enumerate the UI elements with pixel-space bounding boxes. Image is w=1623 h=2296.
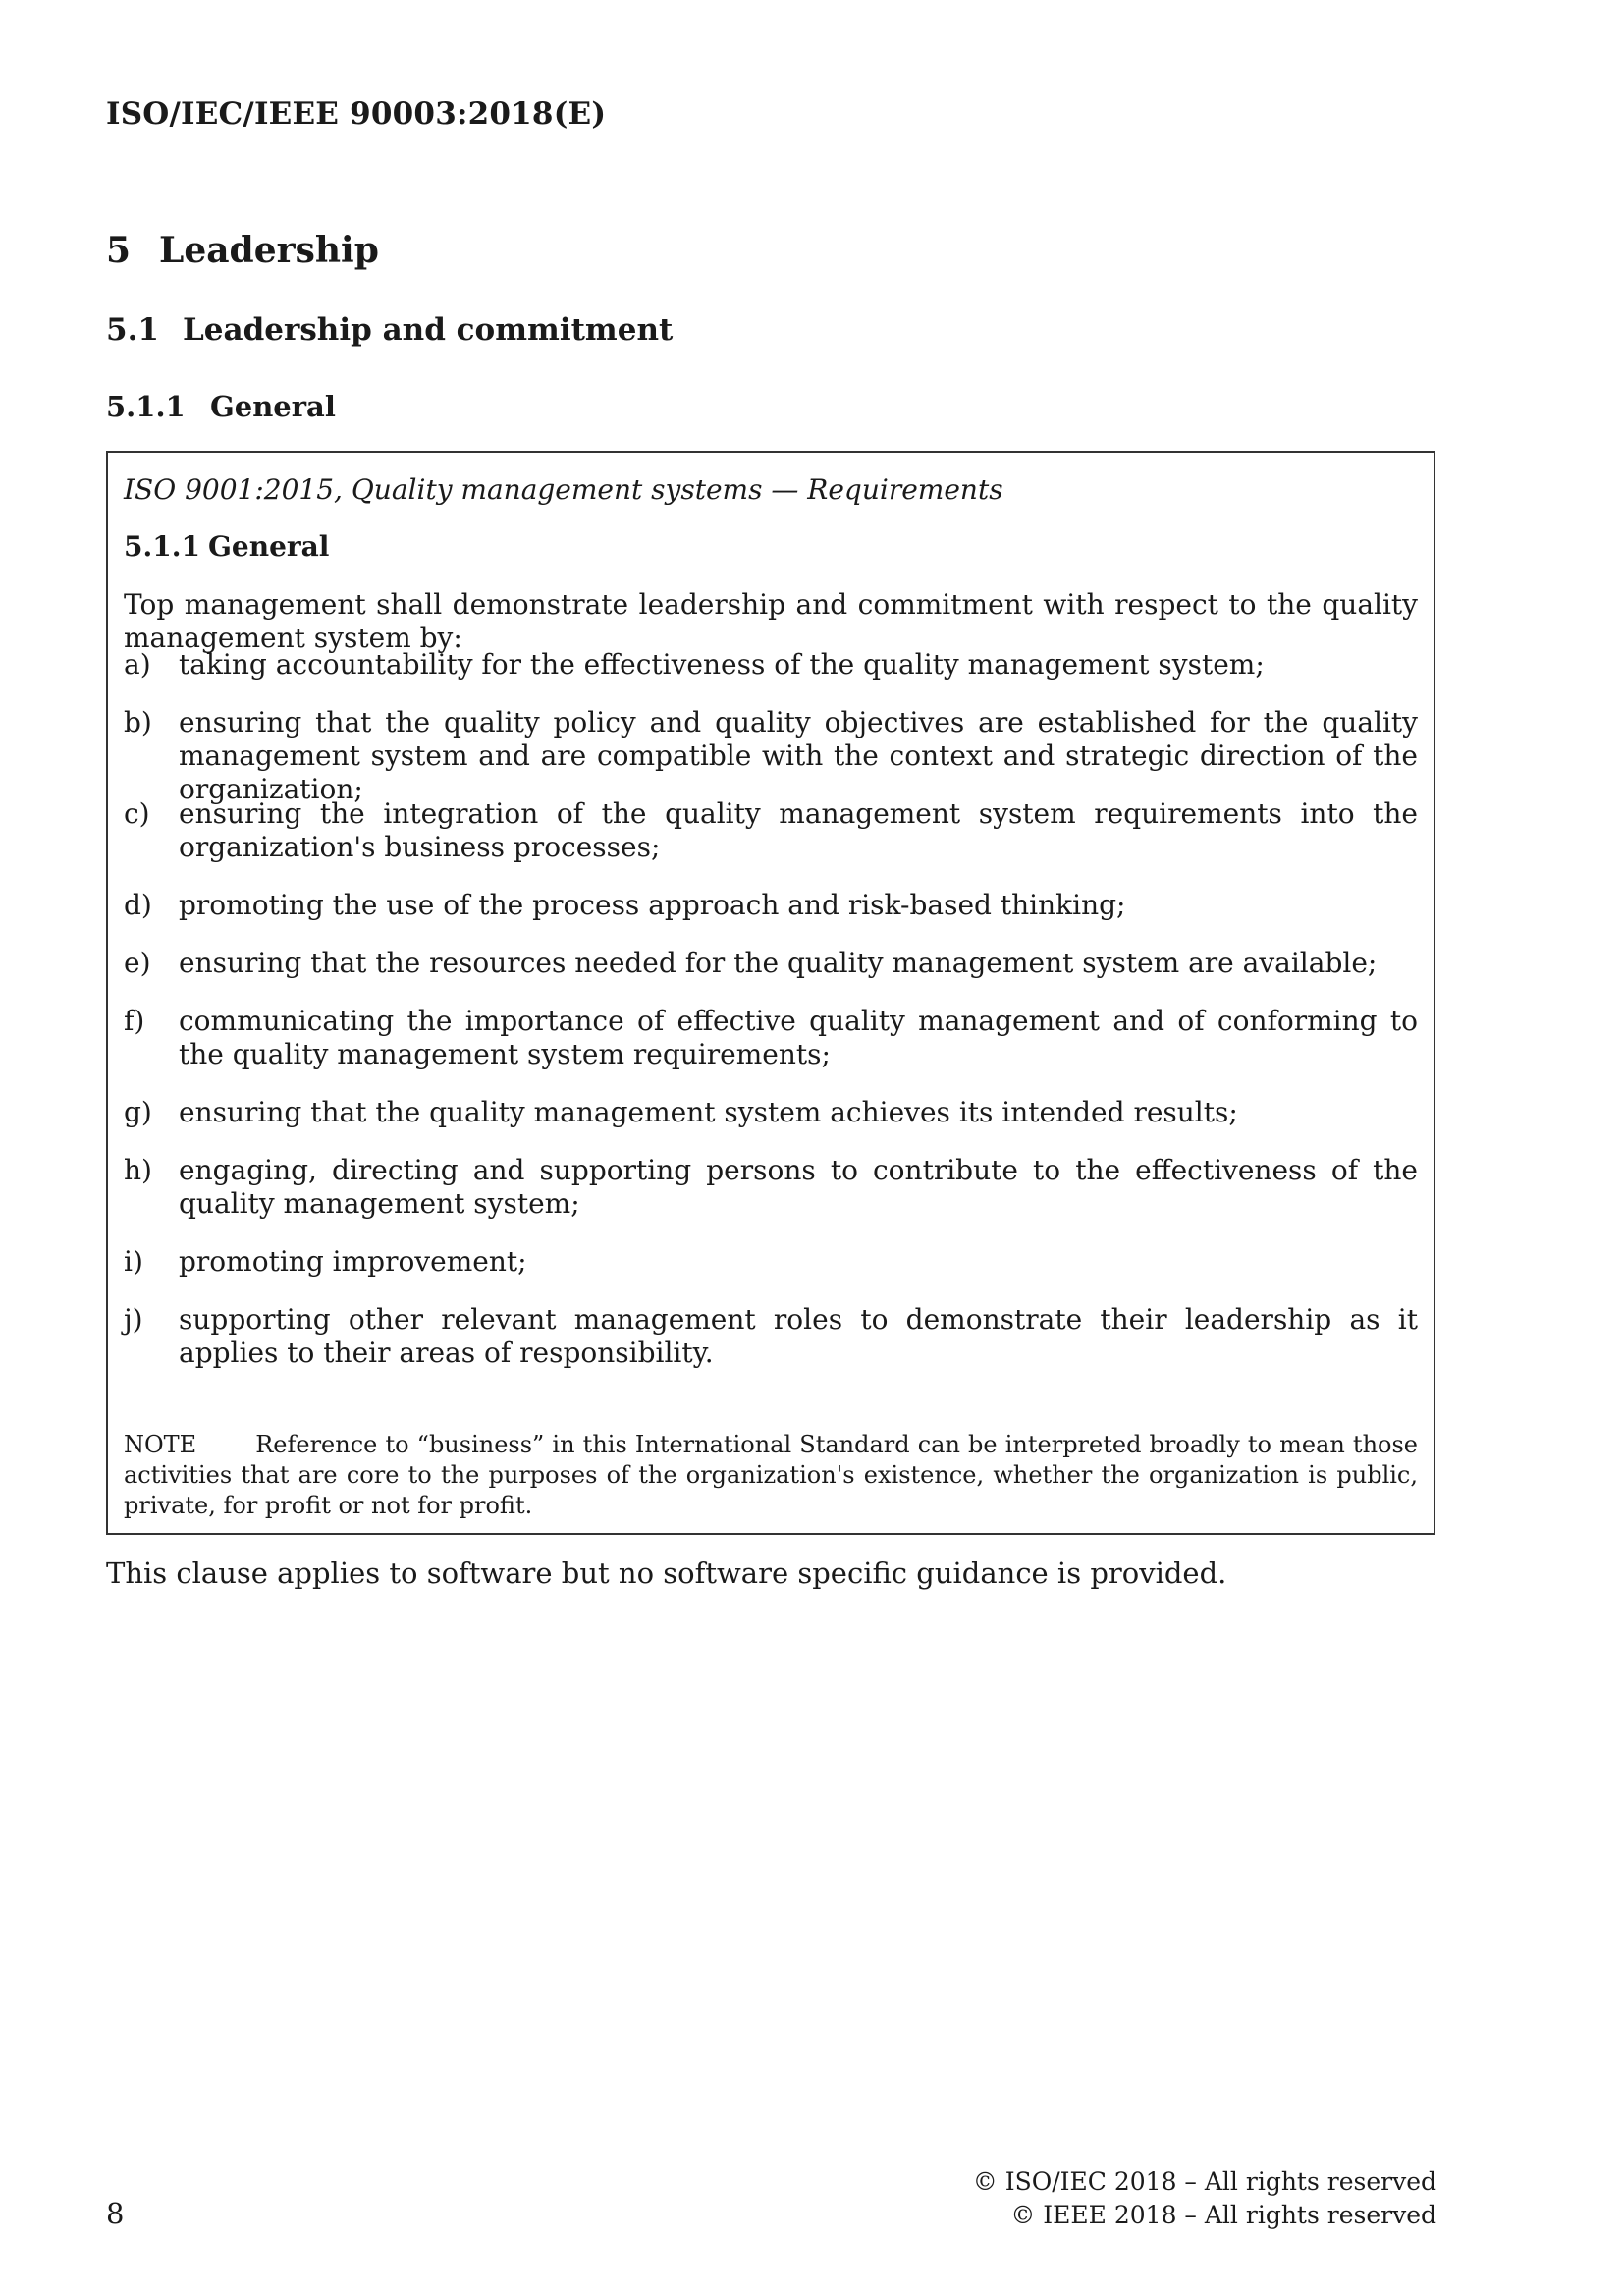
quote-heading-number: 5.1.1 [124, 530, 200, 563]
document-id: ISO/IEC/IEEE 90003:2018(E) [106, 96, 607, 132]
list-item-text: ensuring that the quality policy and quality objectives are established for the quality management system and are compatible with the context and strategic direction of the organization; [179, 706, 1418, 805]
section-heading [106, 230, 379, 271]
quote-intro: Top management shall demonstrate leadership and commitment with respect to the quality management system by: [124, 588, 1418, 654]
list-item-letter: h) [124, 1154, 152, 1186]
list-item [124, 947, 1418, 980]
list-item-text: promoting the use of the process approach and risk-based thinking; [179, 889, 1126, 921]
list-item [124, 1303, 1418, 1370]
subsubsection-heading [106, 390, 336, 423]
subsubsection-number: 5.1.1 [106, 390, 186, 423]
list-item-text: promoting improvement; [179, 1245, 527, 1278]
list-item-text: ensuring that the quality management system achieves its intended results; [179, 1096, 1238, 1128]
subsection-number: 5.1 [106, 312, 159, 348]
body-paragraph: This clause applies to software but no software specific guidance is provided. [106, 1557, 1227, 1590]
quote-heading-title: General [208, 530, 330, 563]
list-item-letter: c) [124, 797, 150, 830]
subsubsection-title: General [210, 390, 336, 423]
note-label: NOTE [124, 1431, 197, 1458]
copyright-ieee: © IEEE 2018 – All rights reserved [1010, 2201, 1436, 2229]
list-item-text: taking accountability for the effectiveness of the quality management system; [179, 648, 1265, 681]
subsection-title: Leadership and commitment [183, 312, 674, 348]
list-item [124, 1005, 1418, 1071]
note-text: Reference to “business” in this International Standard can be interpreted broadly to mean those activities that are core to the purposes of the organization's existence, whether the organization is public, private, for profit or not for profit. [124, 1431, 1418, 1519]
list-item-letter: j) [124, 1303, 143, 1336]
list-item-letter: d) [124, 889, 152, 921]
quote-source: ISO 9001:2015, Quality management systems — Requirements [124, 473, 1003, 506]
subsection-heading [106, 312, 673, 348]
copyright-notice [973, 2165, 1436, 2232]
quoted-requirement-box [106, 451, 1435, 1535]
list-item-text: ensuring that the resources needed for the quality management system are available; [179, 947, 1378, 979]
list-item [124, 889, 1418, 922]
list-item-text: supporting other relevant management roles to demonstrate their leadership as it applies to their areas of responsibility. [179, 1303, 1418, 1369]
list-item [124, 797, 1418, 864]
list-item [124, 706, 1418, 806]
list-item-text: communicating the importance of effective quality management and of conforming to the quality management system requirements; [179, 1005, 1418, 1070]
section-number: 5 [106, 230, 132, 271]
copyright-iso: © ISO/IEC 2018 – All rights reserved [972, 2167, 1436, 2196]
list-item-letter: i) [124, 1245, 143, 1278]
list-item [124, 648, 1418, 682]
list-item-letter: b) [124, 706, 152, 738]
list-item-letter: a) [124, 648, 151, 681]
section-title: Leadership [159, 230, 379, 271]
list-item-letter: e) [124, 947, 151, 979]
list-item [124, 1096, 1418, 1129]
note [124, 1430, 1418, 1521]
list-item-text: ensuring the integration of the quality management system requirements into the organization's business processes; [179, 797, 1418, 863]
quote-heading [124, 530, 329, 563]
list-item-letter: f) [124, 1005, 145, 1037]
page-number: 8 [106, 2197, 125, 2230]
list-item-letter: g) [124, 1096, 152, 1128]
list-item [124, 1154, 1418, 1221]
list-item [124, 1245, 1418, 1279]
list-item-text: engaging, directing and supporting persons to contribute to the effectiveness of the quality management system; [179, 1154, 1418, 1220]
